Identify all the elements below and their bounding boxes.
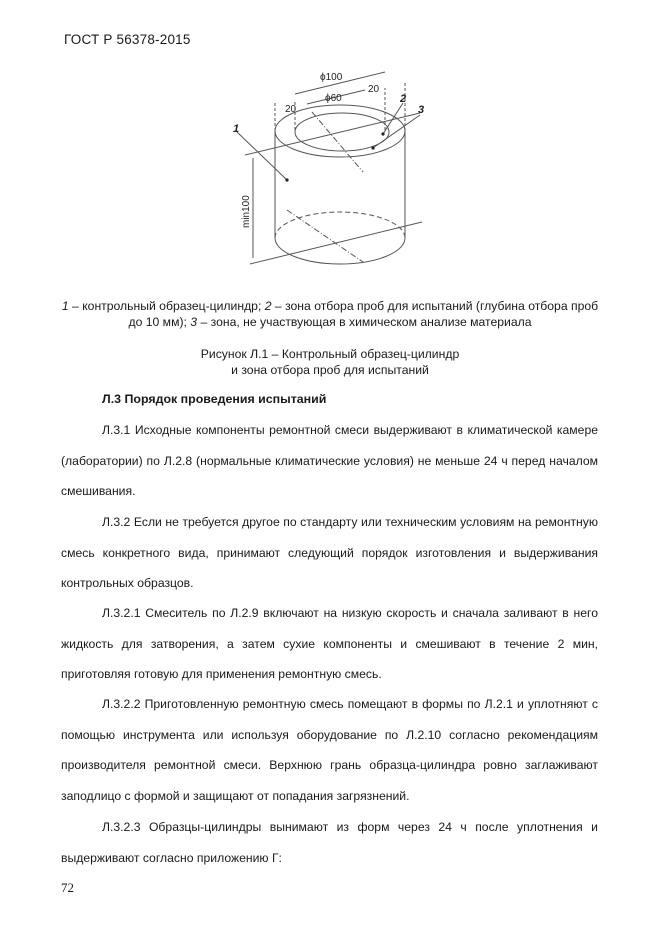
dim-right-gap-text: 20 — [368, 84, 380, 95]
callout-label-1: 1 — [233, 123, 240, 135]
legend-text-3: – зона, не участвующая в химическом анализе материала — [197, 315, 532, 329]
page-number: 72 — [61, 880, 74, 895]
figure-title-line-1: Рисунок Л.1 – Контрольный образец-цилиндр — [200, 347, 460, 361]
legend-text-1: – контрольный образец-цилиндр; — [68, 299, 265, 313]
section-heading: Л.3 Порядок проведения испытаний — [102, 392, 327, 406]
bottom-back-arc — [275, 212, 405, 238]
point-3 — [371, 146, 374, 149]
point-2 — [381, 132, 384, 135]
point-1 — [285, 178, 288, 181]
dim-outer-text: ϕ100 — [320, 72, 343, 83]
paragraph-3-1: Л.3.1 Исходные компоненты ремонтной смеси выдерживают в климатической камере (лаборатории) по Л.2.8 (нормальные климатические условия) не меньше 24 ч перед началом смешивания. — [61, 423, 598, 498]
cylinder-drawing — [225, 60, 445, 285]
dim-inner-text: ϕ60 — [325, 93, 342, 104]
leader-1 — [237, 132, 287, 180]
legend-number-1: 1 — [61, 299, 69, 313]
document-header: ГОСТ Р 56378-2015 — [64, 32, 191, 47]
top-diagonal-axis — [312, 112, 363, 172]
paragraph-3-2-3: Л.3.2.3 Образцы-цилиндры вынимают из форм через 24 ч после уплотнения и выдерживают согласно приложению Г: — [61, 820, 598, 865]
leader-3 — [373, 115, 420, 148]
figure-title-line-2: и зона отбора проб для испытаний — [231, 363, 429, 377]
figure-title — [60, 346, 600, 378]
dim-left-gap-text: 20 — [285, 104, 297, 115]
paragraph-3-2-2: Л.3.2.2 Приготовленную ремонтную смесь помещают в формы по Л.2.1 и уплотняют с помощью инструмента или используя оборудование по Л.2.10 согласно рекомендациям производителя ремонтной смеси. Верхнюю грань образца-цилиндра ровно заглаживают заподлицо с формой и защищают от попадания загрязнений. — [61, 697, 598, 803]
dim-height-text: min100 — [241, 195, 252, 228]
legend-number-3: 3 — [190, 315, 198, 329]
paragraph-3-2: Л.3.2 Если не требуется другое по стандарту или техническим условиям на ремонтную смесь конкретного вида, принимают следующий порядок изготовления и выдерживания контрольных образцов. — [61, 515, 598, 590]
legend-number-2: 2 — [264, 299, 272, 313]
bottom-diagonal-axis — [287, 210, 363, 262]
callout-label-3: 3 — [418, 104, 425, 116]
paragraph-3-2-1: Л.3.2.1 Смеситель по Л.2.9 включают на низкую скорость и сначала заливают в него жидкость для затворения, а затем сухие компоненты и смешивают в течение 2 мин, приготовляя готовую для применения ремонтную смесь. — [61, 606, 598, 681]
callout-label-2: 2 — [400, 93, 407, 105]
cylinder-figure — [225, 60, 445, 285]
legend-text-2: – зона отбора проб для испытаний (глубина отбора проб до 10 мм); — [128, 299, 599, 329]
figure-legend — [60, 298, 600, 330]
